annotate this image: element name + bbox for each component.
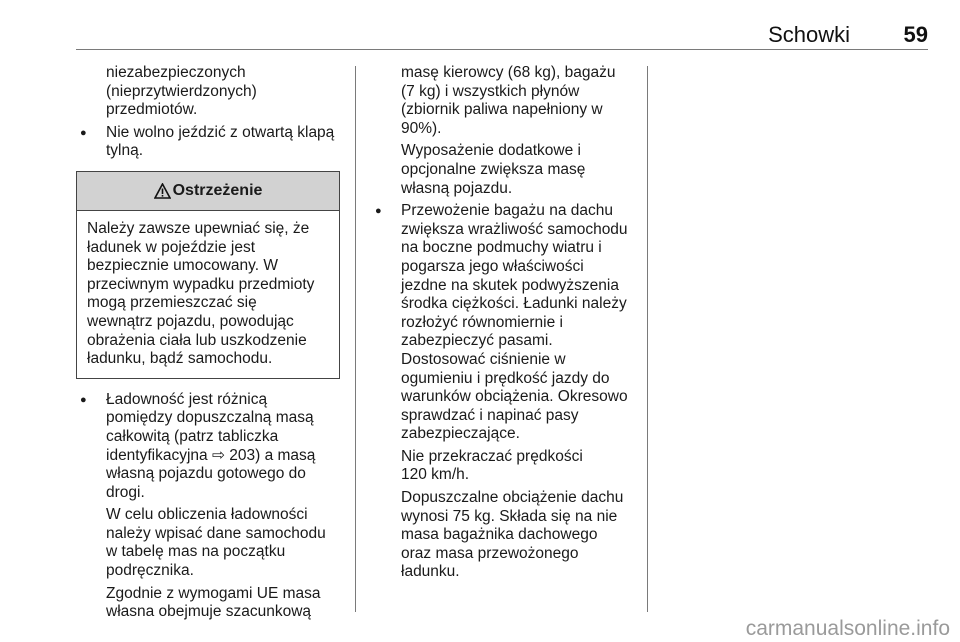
paragraph-roof-load-limit: Dopuszczalne obciążenie dachu wynosi 75 kg. Składa się na nie masa bagażnika dachowego oraz masa przewożonego ładunku. [401,489,624,581]
page-header-title: Schowki [768,22,850,47]
warning-body: Należy zawsze upewniać się, że ładunek w pojeździe jest bezpiecznie umocowany. W przeciwnym wypadku przedmioty mogą przemieszczać się wewnątrz pojazdu, powodując obrażenia ciała lub uszkodzenie ładunku, bądź samochodu. [87,219,315,368]
column-2 [371,64,637,582]
watermark-text: carmanualsonline.info [745,617,950,640]
continued-mass-text: masę kierowcy (68 kg), bagażu (7 kg) i wszystkich płynów (zbiornik paliwa napełniony w 90%). [401,64,616,137]
bullet-roof-load: ● Przewożenie bagażu na dachu zwiększa wrażliwość samochodu na boczne podmuchy wiatru i pogarsza jego właściwości jezdne na skutek podwyższenia środka ciężkości. Ładunki należy rozłożyć równomiernie i zabezpieczyć pasami. Dostosować ciśnienie w ogumieniu i prędkość jazdy do warunków obciążenia. Okresowo sprawdzać i napinać pasy zabezpieczające. [371,202,637,444]
paragraph-optional-equipment: Wyposażenie dodatkowe i opcjonalne zwiększa masę własną pojazdu. [401,142,586,197]
page-number: 59 [903,22,928,47]
paragraph-payload-calc: W celu obliczenia ładowności należy wpisać dane samochodu w tabelę mas na początku podręcznika. [106,506,326,580]
warning-box [76,171,340,379]
warning-heading-text: Ostrzeżenie [172,181,263,199]
header-rule [76,49,928,50]
warning-heading [77,172,339,211]
column-divider-2 [647,66,648,612]
column-divider-1 [355,66,356,612]
bullet-tailgate: ● Nie wolno jeździć z otwartą klapą tylną. [76,124,346,161]
continued-text: niezabezpieczonych (nieprzytwierdzonych) przedmiotów. [106,64,257,119]
warning-triangle-icon [154,183,171,199]
column-1 [76,64,346,622]
paragraph-speed-limit: Nie przekraczać prędkości 120 km/h. [401,447,583,484]
paragraph-eu-mass: Zgodnie z wymogami UE masa własna obejmuje szacunkową [106,584,321,621]
bullet-payload: ● Ładowność jest różnicą pomiędzy dopuszczalną masą całkowitą (patrz tabliczka identyfikacyjna ⇨ 203) a masą własną pojazdu gotowego do drogi. [76,391,346,503]
